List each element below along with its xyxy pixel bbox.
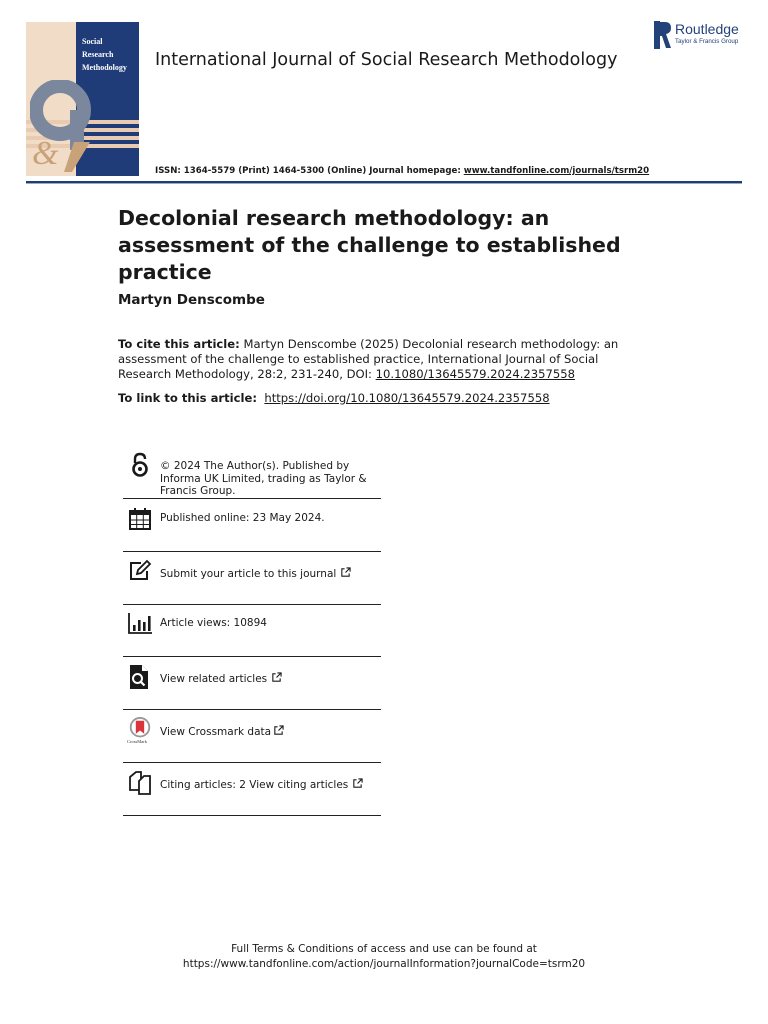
citing-label: Citing articles: 2 View citing articles: [160, 779, 349, 791]
related-articles-link[interactable]: [123, 657, 381, 709]
open-access-icon: [127, 452, 153, 478]
crossmark-link[interactable]: [123, 710, 381, 762]
footer-terms-link[interactable]: https://www.tandfonline.com/action/journalInformation?journalCode=tsrm20: [182, 958, 586, 970]
article-author: Martyn Denscombe: [118, 292, 265, 308]
header-divider-thin: [26, 183, 742, 184]
issn-text: ISSN: 1364-5579 (Print) 1464-5300 (Online) Journal homepage:: [155, 166, 464, 176]
published-date: Published online: 23 May 2024.: [160, 512, 325, 524]
cite-doi-link[interactable]: 10.1080/13645579.2024.2357558: [375, 367, 576, 381]
cover-title-line-3: Methodology: [82, 63, 127, 72]
footer-line-1: Full Terms & Conditions of access and use can be found at: [231, 943, 537, 955]
cover-title-line-1: Social: [82, 37, 103, 46]
article-title: Decolonial research methodology: an assessment of the challenge to established practice: [118, 206, 621, 284]
submit-label: Submit your article to this journal: [160, 568, 337, 580]
journal-cover: [26, 22, 139, 176]
external-link-icon: [273, 725, 284, 736]
article-link-line: [118, 391, 550, 405]
search-document-icon: [127, 664, 153, 690]
citing-articles-text: [160, 778, 385, 792]
routledge-logo-icon: [654, 21, 672, 49]
citation-block: [118, 337, 648, 382]
routledge-brand[interactable]: [654, 21, 746, 49]
crossmark-logo-text: CrossMark: [127, 739, 147, 744]
article-doi-link[interactable]: https://doi.org/10.1080/13645579.2024.2357558: [264, 391, 550, 405]
submit-article-text: [160, 567, 385, 581]
citing-articles-link[interactable]: [123, 763, 381, 815]
journal-title: International Journal of Social Research Methodology: [155, 50, 618, 70]
bar-chart-icon: [127, 610, 153, 636]
external-link-icon: [271, 672, 282, 683]
brand-name: Routledge: [675, 21, 739, 37]
svg-text:&: &: [32, 135, 59, 172]
published-row: [123, 499, 381, 551]
cover-title-line-2: Research: [82, 50, 114, 59]
edit-icon: [127, 558, 153, 584]
open-access-text: © 2024 The Author(s). Published by Informa UK Limited, trading as Taylor & Francis Group.: [160, 460, 367, 497]
article-views: Article views: 10894: [160, 617, 267, 629]
open-access-row: [123, 452, 381, 498]
citing-articles-icon: [127, 769, 153, 795]
info-divider: [123, 815, 381, 816]
calendar-icon: [127, 506, 153, 532]
journal-homepage-link[interactable]: www.tandfonline.com/journals/tsrm20: [463, 166, 650, 176]
submit-article-link[interactable]: [123, 552, 381, 604]
crossmark-label: View Crossmark data: [160, 726, 272, 738]
brand-subtitle: Taylor & Francis Group: [675, 38, 739, 45]
issn-line: [155, 166, 649, 176]
cite-label: To cite this article:: [118, 337, 240, 351]
crossmark-text: [160, 725, 385, 739]
link-label: To link to this article:: [118, 391, 257, 405]
cite-text: Martyn Denscombe (2025) Decolonial research methodology: an assessment of the challenge to established practice, International Journal of Social Research Methodology, 28:2, 231-240, DOI:: [118, 337, 619, 381]
external-link-icon: [340, 567, 351, 578]
external-link-icon: [352, 778, 363, 789]
terms-footer: [0, 942, 768, 972]
cover-q-glyph: [30, 80, 98, 176]
cover-title: [82, 35, 127, 74]
related-label: View related articles: [160, 673, 268, 685]
article-views-row: [123, 605, 381, 656]
related-articles-text: [160, 672, 385, 686]
